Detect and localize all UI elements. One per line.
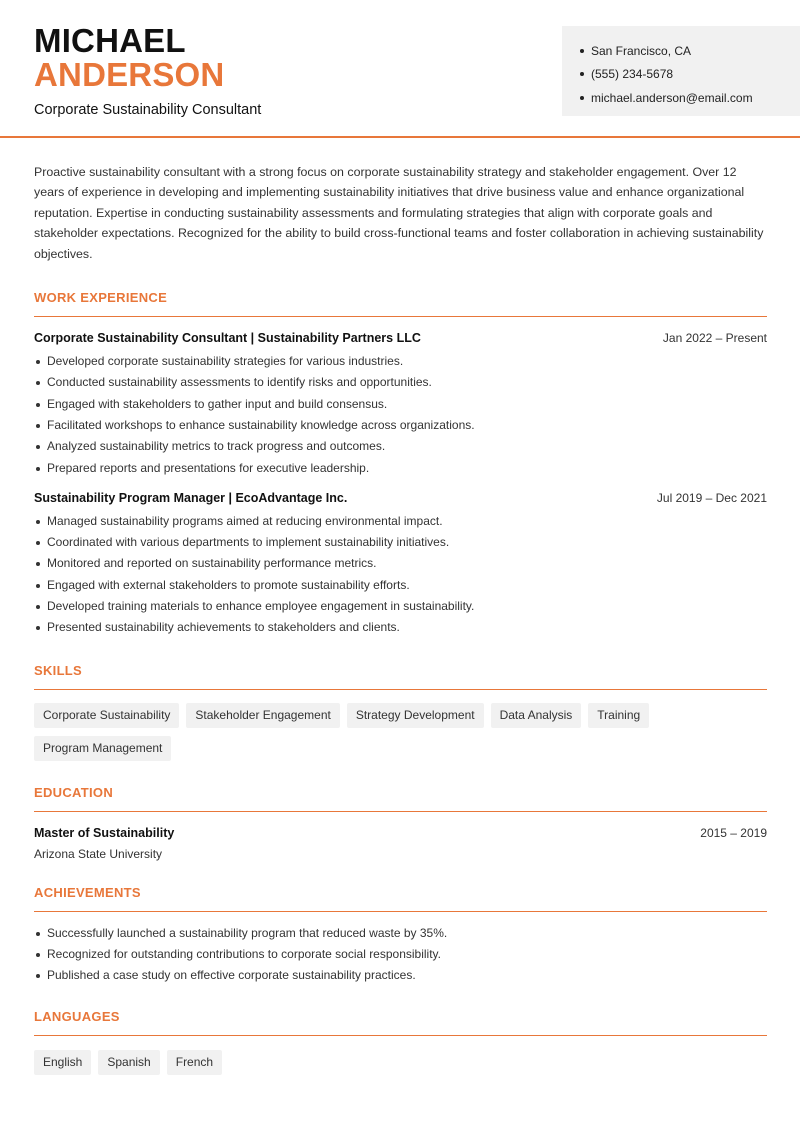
education-header <box>34 826 767 840</box>
contact-location-text: San Francisco, CA <box>591 43 692 58</box>
language-tag: Spanish <box>98 1050 159 1075</box>
job-role: Corporate Sustainability Consultant | Sustainability Partners LLC <box>34 331 421 346</box>
achievements-heading: ACHIEVEMENTS <box>34 885 767 912</box>
summary: Proactive sustainability consultant with a strong focus on corporate sustainability strategy and stakeholder engagement. Over 12 years of experience in developing and implementing sustainability initiatives that drive business value and enhance organizational reputation. Expertise in conducting sustainability assessments and formulating strategies that align with corporate goals and stakeholder expectations. Recognized for the ability to build cross-functional teams and foster collaboration in achieving sustainability objectives. <box>34 165 764 261</box>
list-item: Recognized for outstanding contributions to corporate social responsibility. <box>34 944 767 965</box>
list-item: Monitored and reported on sustainability performance metrics. <box>34 553 767 574</box>
list-item: Conducted sustainability assessments to identify risks and opportunities. <box>34 372 767 393</box>
job-bullets <box>34 511 767 639</box>
education-school: Arizona State University <box>34 846 163 861</box>
contact-email-text: michael.anderson@email.com <box>591 90 753 105</box>
list-item: Analyzed sustainability metrics to track progress and outcomes. <box>34 436 767 457</box>
skill-tag: Data Analysis <box>491 703 582 728</box>
languages-tags <box>34 1050 767 1075</box>
first-name: MICHAEL <box>34 22 186 59</box>
contact-email <box>580 86 800 110</box>
education-entry <box>34 826 767 861</box>
job-header <box>34 491 767 505</box>
achievements-list <box>34 923 767 987</box>
list-item: Prepared reports and presentations for executive leadership. <box>34 458 767 479</box>
skill-tag: Program Management <box>34 736 171 761</box>
contact-box <box>562 26 800 116</box>
skills-section <box>34 663 767 761</box>
resume-header <box>0 0 800 138</box>
list-item: Published a case study on effective corporate sustainability practices. <box>34 965 767 986</box>
skill-tag: Strategy Development <box>347 703 484 728</box>
education-date: 2015 – 2019 <box>700 825 767 840</box>
list-item: Developed training materials to enhance employee engagement in sustainability. <box>34 596 767 617</box>
list-item: Engaged with external stakeholders to promote sustainability efforts. <box>34 575 767 596</box>
job-entry <box>34 331 767 479</box>
list-item: Engaged with stakeholders to gather input and build consensus. <box>34 394 767 415</box>
skill-tag: Corporate Sustainability <box>34 703 179 728</box>
job-date: Jan 2022 – Present <box>662 331 767 346</box>
bullet-icon <box>580 72 584 76</box>
work-section <box>34 290 767 639</box>
contact-location <box>580 39 800 63</box>
name-block <box>34 24 261 118</box>
list-item: Presented sustainability achievements to stakeholders and clients. <box>34 617 767 638</box>
list-item: Managed sustainability programs aimed at reducing environmental impact. <box>34 511 767 532</box>
bullet-icon <box>580 49 584 53</box>
achievements-section <box>34 885 767 987</box>
job-entry <box>34 491 767 639</box>
list-item: Facilitated workshops to enhance sustainability knowledge across organizations. <box>34 415 767 436</box>
languages-heading: LANGUAGES <box>34 1009 767 1036</box>
job-title: Corporate Sustainability Consultant <box>34 102 262 118</box>
contact-phone-text: (555) 234-5678 <box>591 67 674 82</box>
education-degree: Master of Sustainability <box>34 825 175 840</box>
list-item: Successfully launched a sustainability program that reduced waste by 35%. <box>34 923 767 944</box>
language-tag: French <box>167 1050 222 1075</box>
last-name: ANDERSON <box>34 56 225 93</box>
job-date: Jul 2019 – Dec 2021 <box>656 490 767 505</box>
resume-body <box>34 162 767 1075</box>
language-tag: English <box>34 1050 91 1075</box>
skill-tag: Training <box>588 703 649 728</box>
skill-tag: Stakeholder Engagement <box>186 703 339 728</box>
work-heading: WORK EXPERIENCE <box>34 290 767 317</box>
job-role: Sustainability Program Manager | EcoAdvantage Inc. <box>34 490 348 505</box>
list-item: Coordinated with various departments to implement sustainability initiatives. <box>34 532 767 553</box>
bullet-icon <box>580 96 584 100</box>
skills-tags <box>34 703 767 761</box>
languages-section <box>34 1009 767 1075</box>
skills-heading: SKILLS <box>34 663 767 690</box>
education-section <box>34 785 767 861</box>
education-heading: EDUCATION <box>34 785 767 812</box>
contact-phone <box>580 63 800 87</box>
job-header <box>34 331 767 345</box>
job-bullets <box>34 351 767 479</box>
list-item: Developed corporate sustainability strategies for various industries. <box>34 351 767 372</box>
